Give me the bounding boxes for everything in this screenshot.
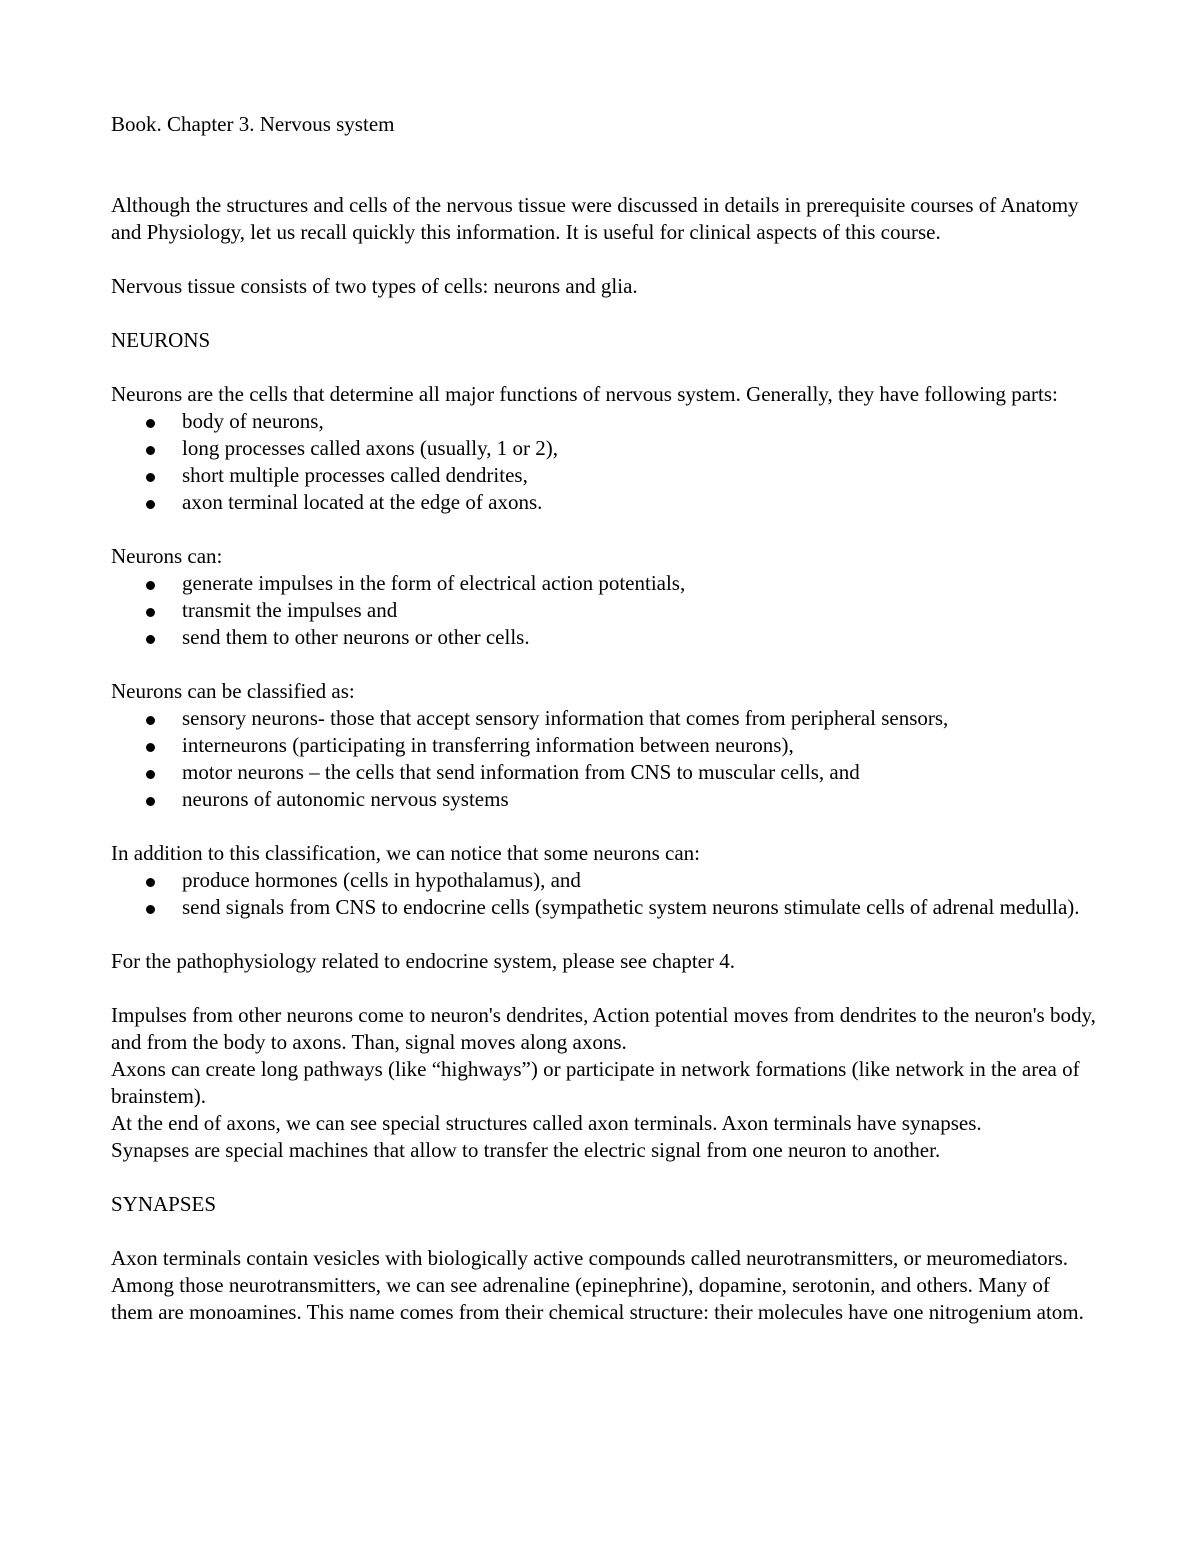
bullet-icon [146, 716, 155, 725]
list-item: neurons of autonomic nervous systems [111, 786, 1096, 813]
bullet-icon [146, 905, 155, 914]
bullet-icon [146, 770, 155, 779]
intro-paragraph: Although the structures and cells of the nervous tissue were discussed in details in prerequisite courses of Anatomy and Physiology, let us recall quickly this information. It is useful for clinical aspects of this course. [111, 193, 1079, 244]
bullet-icon [146, 878, 155, 887]
list-item: short multiple processes called dendrites, [111, 462, 1096, 489]
list-item: produce hormones (cells in hypothalamus), and [111, 867, 1096, 894]
neurons-heading: NEURONS [111, 328, 211, 352]
neurons-can-intro: Neurons can: [111, 544, 223, 568]
axon-terminals-paragraph: At the end of axons, we can see special structures called axon terminals. Axon terminals have synapses. [111, 1111, 982, 1135]
neuron-parts-list [111, 408, 1096, 516]
neurons-can-list [111, 570, 1096, 651]
list-item: interneurons (participating in transferring information between neurons), [111, 732, 1096, 759]
endocrine-reference: For the pathophysiology related to endocrine system, please see chapter 4. [111, 949, 735, 973]
addition-intro: In addition to this classification, we can notice that some neurons can: [111, 841, 701, 865]
synapses-heading: SYNAPSES [111, 1192, 217, 1216]
list-item: send signals from CNS to endocrine cells (sympathetic system neurons stimulate cells of adrenal medulla). [111, 894, 1096, 921]
synapses-paragraph: Axon terminals contain vesicles with biologically active compounds called neurotransmitters, or meuromediators. Among those neurotransmitters, we can see adrenaline (epinephrine), dopamine, serotonin, and others. Many of them are monoamines. This name comes from their chemical structure: their molecules have one nitrogenium atom. [111, 1246, 1084, 1324]
bullet-icon [146, 473, 155, 482]
bullet-icon [146, 500, 155, 509]
document-page [111, 111, 1096, 1326]
document-title: Book. Chapter 3. Nervous system [111, 112, 395, 136]
list-item: body of neurons, [111, 408, 1096, 435]
addition-list [111, 867, 1096, 921]
classified-intro: Neurons can be classified as: [111, 679, 355, 703]
list-item: motor neurons – the cells that send information from CNS to muscular cells, and [111, 759, 1096, 786]
bullet-icon [146, 608, 155, 617]
neurons-intro-paragraph: Neurons are the cells that determine all major functions of nervous system. Generally, they have following parts: [111, 382, 1058, 406]
bullet-icon [146, 581, 155, 590]
tissue-types-paragraph: Nervous tissue consists of two types of cells: neurons and glia. [111, 274, 638, 298]
bullet-icon [146, 446, 155, 455]
classified-list [111, 705, 1096, 813]
list-item: generate impulses in the form of electrical action potentials, [111, 570, 1096, 597]
axons-paragraph: Axons can create long pathways (like “highways”) or participate in network formations (like network in the area of brainstem). [111, 1057, 1080, 1108]
bullet-icon [146, 797, 155, 806]
bullet-icon [146, 743, 155, 752]
list-item: axon terminal located at the edge of axons. [111, 489, 1096, 516]
bullet-icon [146, 419, 155, 428]
list-item: transmit the impulses and [111, 597, 1096, 624]
list-item: sensory neurons- those that accept sensory information that comes from peripheral sensors, [111, 705, 1096, 732]
synapses-definition-paragraph: Synapses are special machines that allow to transfer the electric signal from one neuron to another. [111, 1138, 941, 1162]
bullet-icon [146, 635, 155, 644]
list-item: long processes called axons (usually, 1 or 2), [111, 435, 1096, 462]
impulses-paragraph: Impulses from other neurons come to neuron's dendrites, Action potential moves from dendrites to the neuron's body, and from the body to axons. Than, signal moves along axons. [111, 1003, 1096, 1054]
list-item: send them to other neurons or other cells. [111, 624, 1096, 651]
